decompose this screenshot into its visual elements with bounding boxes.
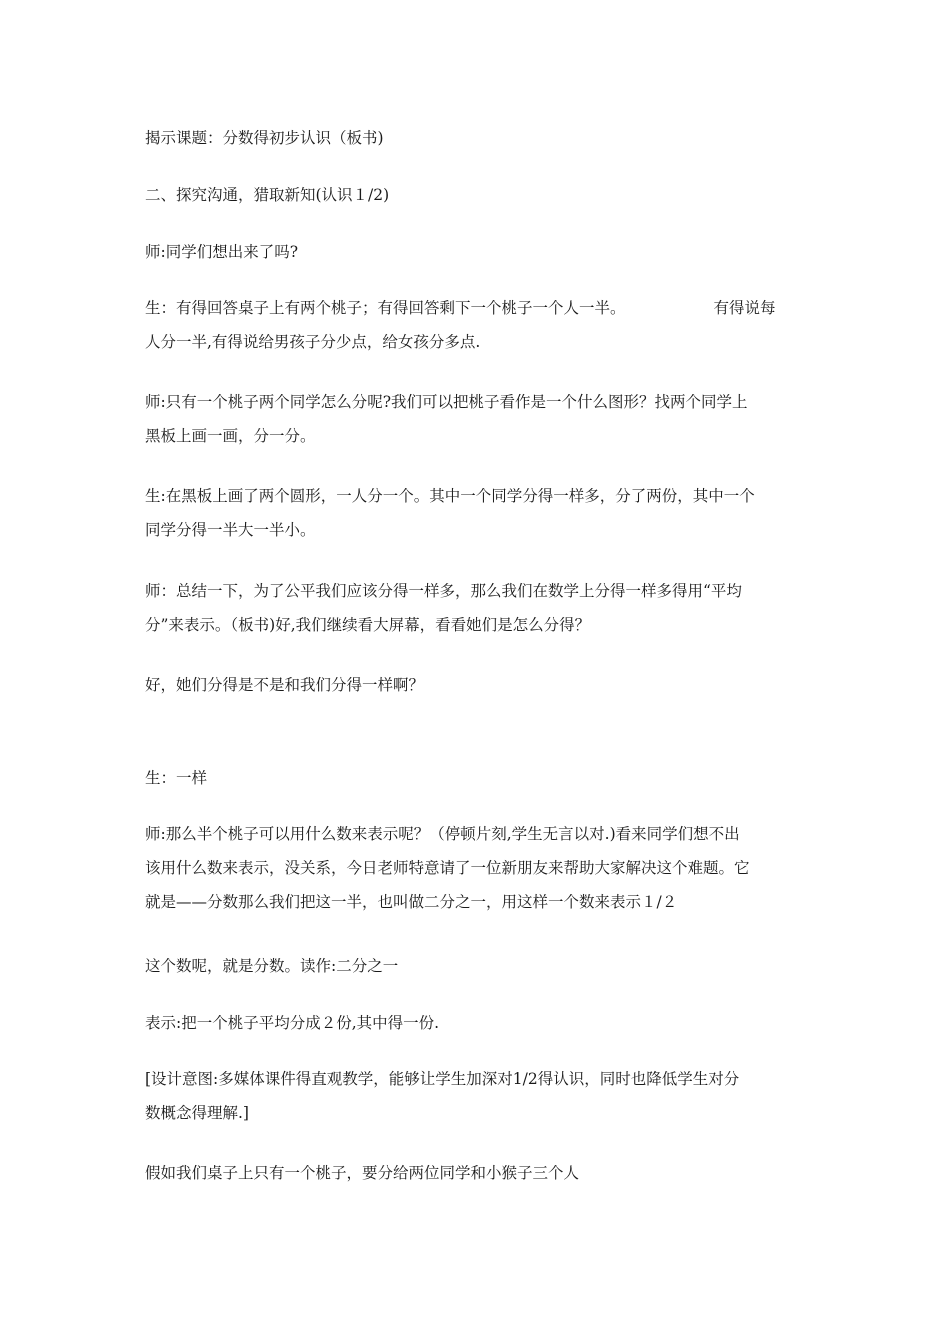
paragraph-topic bbox=[145, 121, 810, 155]
paragraph-student-answer bbox=[145, 291, 810, 359]
text-line: 二、探究沟通，猎取新知(认识１/2) bbox=[145, 186, 390, 204]
text-segment: 生：有得回答桌子上有两个桃子；有得回答剩下一个桃子一个人一半。 bbox=[145, 299, 626, 317]
text-line: 黑板上画一画，分一分。 bbox=[145, 427, 316, 445]
paragraph-compare bbox=[145, 668, 810, 702]
paragraph-student-drawing bbox=[145, 479, 810, 547]
paragraph-teacher-fraction bbox=[145, 817, 810, 919]
paragraph-read-as bbox=[145, 949, 810, 983]
text-line: 数概念得理解.] bbox=[145, 1104, 249, 1122]
text-line: 好，她们分得是不是和我们分得一样啊？ bbox=[145, 676, 425, 694]
text-line: 分”来表示。（板书)好,我们继续看大屏幕，看看她们是怎么分得？ bbox=[145, 616, 591, 634]
text-line: 生:在黑板上画了两个圆形，一人分一个。其中一个同学分得一样多，分了两份，其中一个 bbox=[145, 487, 755, 505]
paragraph-next-scenario bbox=[145, 1156, 810, 1190]
text-line: 师:只有一个桃子两个同学怎么分呢?我们可以把桃子看作是一个什么图形？找两个同学上 bbox=[145, 393, 748, 411]
text-line: 人分一半,有得说给男孩子分少点，给女孩分多点. bbox=[145, 333, 481, 351]
paragraph-meaning bbox=[145, 1006, 810, 1040]
paragraph-section-heading bbox=[145, 178, 810, 212]
text-line: 这个数呢，就是分数。读作:二分之一 bbox=[145, 957, 399, 975]
paragraph-teacher-prompt bbox=[145, 385, 810, 453]
paragraph-student-same bbox=[145, 761, 810, 795]
text-line: 同学分得一半大一半小。 bbox=[145, 521, 316, 539]
paragraph-teacher-summary bbox=[145, 574, 810, 642]
text-segment: 有得说每 bbox=[713, 299, 776, 317]
text-line: 表示:把一个桃子平均分成２份,其中得一份. bbox=[145, 1014, 440, 1032]
text-line bbox=[145, 291, 810, 325]
text-line: 该用什么数来表示，没关系，今日老师特意请了一位新朋友来帮助大家解决这个难题。它 bbox=[145, 859, 750, 877]
text-line: [设计意图:多媒体课件得直观教学，能够让学生加深对1/2得认识，同时也降低学生对分 bbox=[145, 1070, 740, 1088]
text-line: 师：总结一下，为了公平我们应该分得一样多，那么我们在数学上分得一样多得用“平均 bbox=[145, 582, 742, 600]
text-line: 就是——分数那么我们把这一半，也叫做二分之一，用这样一个数来表示１/２ bbox=[145, 893, 678, 911]
paragraph-design-intent bbox=[145, 1062, 810, 1130]
text-line: 假如我们桌子上只有一个桃子，要分给两位同学和小猴子三个人 bbox=[145, 1164, 580, 1182]
text-line: 揭示课题：分数得初步认识（板书) bbox=[145, 129, 384, 147]
text-line: 师:同学们想出来了吗? bbox=[145, 243, 299, 261]
text-line: 师:那么半个桃子可以用什么数来表示呢？（停顿片刻,学生无言以对.)看来同学们想不出 bbox=[145, 825, 740, 843]
text-line: 生：一样 bbox=[145, 769, 208, 787]
paragraph-teacher-question bbox=[145, 235, 810, 269]
